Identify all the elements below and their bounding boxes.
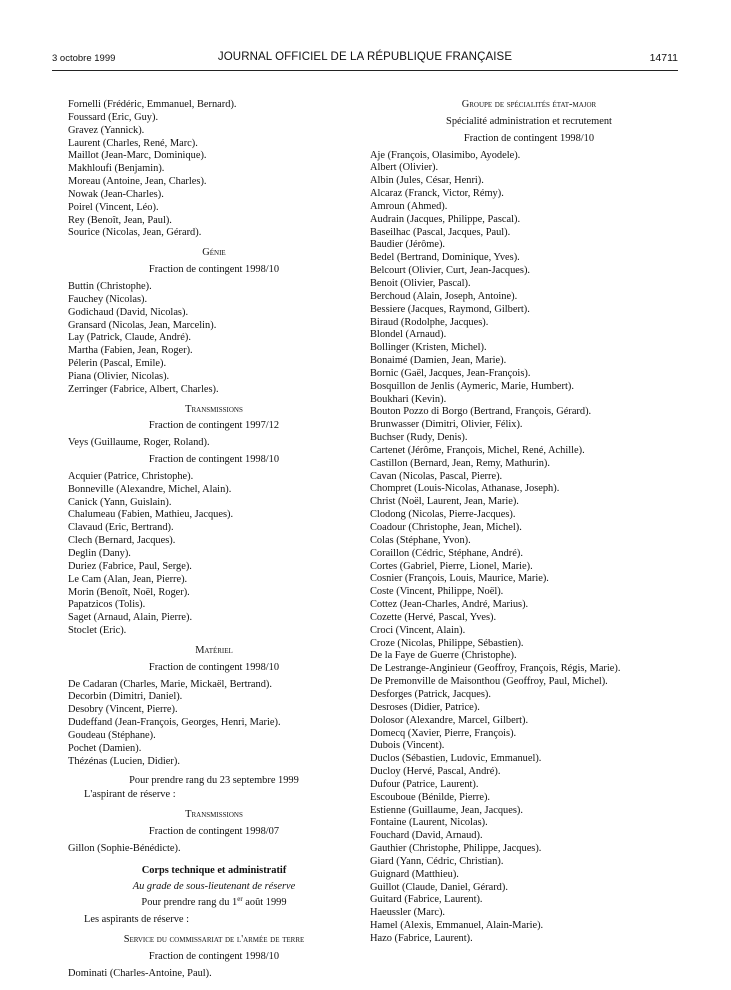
name-entry: Canick (Yann, Guislain).: [68, 496, 172, 508]
header-page-number: 14711: [649, 52, 678, 64]
names-list-service: [68, 968, 360, 981]
name-entry: Saget (Arnaud, Alain, Pierre).: [68, 612, 193, 624]
header-date: 3 octobre 1999: [52, 53, 116, 64]
rank-note-prefix: Pour prendre rang du 1: [141, 897, 238, 909]
names-list-right: [370, 150, 688, 946]
name-entry: Makhloufi (Benjamin).: [68, 163, 165, 175]
name-entry: Cavan (Nicolas, Pascal, Pierre).: [370, 470, 503, 482]
name-entry: Le Cam (Alan, Jean, Pierre).: [68, 573, 188, 585]
name-entry: De la Faye de Guerre (Christophe).: [370, 650, 517, 662]
name-entry: Clavaud (Eric, Bertrand).: [68, 522, 174, 534]
name-entry: Domecq (Xavier, Pierre, François).: [370, 727, 517, 739]
fraction-materiel: Fraction de contingent 1998/10: [148, 661, 280, 673]
names-list-top: [68, 99, 360, 240]
name-entry: Fornelli (Frédéric, Emmanuel, Bernard).: [68, 99, 237, 110]
name-entry: Bonaimé (Damien, Jean, Marie).: [370, 355, 507, 367]
name-entry: Dubois (Vincent).: [370, 740, 445, 752]
name-entry: Laurent (Charles, René, Marc).: [68, 137, 198, 149]
name-entry: Amroun (Ahmed).: [370, 200, 448, 212]
name-entry: Stoclet (Eric).: [68, 625, 127, 637]
name-entry: Foussard (Eric, Guy).: [68, 111, 159, 123]
name-entry: Thézénas (Lucien, Didier).: [68, 755, 180, 767]
name-entry: Goudeau (Stéphane).: [68, 729, 156, 741]
name-entry: Audrain (Jacques, Philippe, Pascal).: [370, 213, 521, 225]
name-entry: Cozette (Hervé, Pascal, Yves).: [370, 611, 497, 623]
name-entry: Bollinger (Kristen, Michel).: [370, 342, 487, 354]
name-entry: Biraud (Rodolphe, Jacques).: [370, 316, 489, 328]
name-entry: Bedel (Bertrand, Dominique, Yves).: [370, 252, 520, 264]
name-entry: Alcaraz (Franck, Victor, Rémy).: [370, 188, 504, 200]
name-entry: Hamel (Alexis, Emmanuel, Alain-Marie).: [370, 920, 544, 932]
name-entry: Gauthier (Christophe, Philippe, Jacques).: [370, 843, 542, 855]
name-entry: Ducloy (Hervé, Pascal, André).: [370, 766, 501, 778]
left-column: [68, 99, 360, 981]
name-entry: Escouboue (Bénilde, Pierre).: [370, 791, 491, 803]
section-heading-transmissions-2: Transmissions: [185, 809, 243, 821]
name-entry: Haeussler (Marc).: [370, 907, 446, 919]
name-entry: Croze (Nicolas, Philippe, Sébastien).: [370, 637, 524, 649]
name-entry: Fontaine (Laurent, Nicolas).: [370, 817, 488, 829]
header-title: JOURNAL OFFICIEL DE LA RÉPUBLIQUE FRANÇAISE: [217, 51, 513, 63]
name-entry: Castillon (Bernard, Jean, Remy, Mathurin).: [370, 457, 550, 469]
name-entry: Gravez (Yannick).: [68, 124, 145, 136]
name-entry: Martha (Fabien, Jean, Roger).: [68, 345, 193, 357]
name-entry: Desforges (Patrick, Jacques).: [370, 688, 491, 700]
name-entry: Berchoud (Alain, Joseph, Antoine).: [370, 290, 518, 302]
name-entry: Coraillon (Cédric, Stéphane, André).: [370, 547, 523, 559]
rank-date-note-august: [68, 897, 360, 910]
name-entry: Colas (Stéphane, Yvon).: [370, 534, 471, 546]
service-heading: Service du commissariat de l'armée de terre: [123, 934, 305, 946]
name-entry: Poirel (Vincent, Léo).: [68, 201, 159, 213]
name-entry: Sourice (Nicolas, Jean, Gérard).: [68, 227, 202, 239]
section-heading-transmissions: Transmissions: [185, 403, 243, 415]
name-entry: Buchser (Rudy, Denis).: [370, 432, 468, 444]
aspirants-note: Les aspirants de réserve :: [84, 914, 190, 926]
names-list-transmissions-b: [68, 471, 360, 638]
name-entry: Cosnier (François, Louis, Maurice, Marie).: [370, 573, 549, 585]
rank-note-superscript: er: [237, 895, 243, 904]
name-entry: Bosquillon de Jenlis (Aymeric, Marie, Humbert).: [370, 380, 574, 392]
name-entry: Zerringer (Fabrice, Albert, Charles).: [68, 383, 219, 395]
name-entry: Chalumeau (Fabien, Mathieu, Jacques).: [68, 509, 234, 521]
name-entry: Piana (Olivier, Nicolas).: [68, 370, 170, 382]
header-rule: [52, 70, 678, 71]
name-entry: Gransard (Nicolas, Jean, Marcelin).: [68, 319, 217, 331]
corps-title: Corps technique et administratif: [141, 864, 287, 876]
name-entry: Chompret (Louis-Nicolas, Athanase, Joseph).: [370, 483, 560, 495]
name-entry: Coadour (Christophe, Jean, Michel).: [370, 522, 522, 533]
name-entry: Guillot (Claude, Daniel, Gérard).: [370, 881, 508, 893]
name-entry: Pochet (Damien).: [68, 742, 142, 754]
fraction-transmissions-1998-07: Fraction de contingent 1998/07: [148, 826, 280, 838]
name-entry: Gillon (Sophie-Bénédicte).: [68, 842, 181, 854]
right-column: [370, 99, 688, 946]
name-entry: Blondel (Arnaud).: [370, 329, 447, 341]
name-entry: Desroses (Didier, Patrice).: [370, 701, 480, 713]
name-entry: Papatzicos (Tolis).: [68, 599, 146, 611]
names-list-transmissions-2: [68, 843, 360, 856]
name-entry: Estienne (Guillaume, Jean, Jacques).: [370, 804, 523, 816]
name-entry: Veys (Guillaume, Roger, Roland).: [68, 437, 210, 449]
name-entry: Clech (Bernard, Jacques).: [68, 535, 176, 547]
name-entry: Dufour (Patrice, Laurent).: [370, 778, 479, 790]
name-entry: Guignard (Matthieu).: [370, 868, 459, 880]
name-entry: Morin (Benoît, Noël, Roger).: [68, 586, 190, 598]
aspirant-note: L'aspirant de réserve :: [84, 789, 176, 801]
name-entry: Croci (Vincent, Alain).: [370, 624, 466, 636]
name-entry: Godichaud (David, Nicolas).: [68, 306, 189, 318]
fraction-genie: Fraction de contingent 1998/10: [148, 264, 280, 276]
name-entry: Cortes (Gabriel, Pierre, Lionel, Marie).: [370, 560, 533, 572]
name-entry: Aje (François, Olasimibo, Ayodele).: [370, 149, 521, 161]
name-entry: Rey (Benoît, Jean, Paul).: [68, 214, 172, 226]
name-entry: Fouchard (David, Arnaud).: [370, 830, 483, 842]
name-entry: Guitard (Fabrice, Laurent).: [370, 894, 483, 906]
name-entry: Baudier (Jérôme).: [370, 239, 446, 251]
name-entry: Bouton Pozzo di Borgo (Bertrand, François, Gérard).: [370, 406, 592, 418]
fraction-service: Fraction de contingent 1998/10: [148, 950, 280, 962]
name-entry: Baseilhac (Pascal, Jacques, Paul).: [370, 226, 511, 238]
name-entry: Giard (Yann, Cédric, Christian).: [370, 855, 504, 867]
names-list-transmissions-a: [68, 437, 360, 450]
name-entry: De Lestrange-Anginieur (Geoffroy, François, Régis, Marie).: [370, 663, 621, 675]
rank-date-note: Pour prendre rang du 23 septembre 1999: [129, 774, 299, 786]
names-list-materiel: [68, 679, 360, 769]
name-entry: Moreau (Antoine, Jean, Charles).: [68, 176, 207, 188]
name-entry: Desobry (Vincent, Pierre).: [68, 704, 178, 716]
name-entry: Cartenet (Jérôme, François, Michel, René, Achille).: [370, 444, 585, 456]
name-entry: Dudeffand (Jean-François, Georges, Henri, Marie).: [68, 717, 281, 729]
name-entry: Maillot (Jean-Marc, Dominique).: [68, 150, 207, 162]
name-entry: Dolosor (Alexandre, Marcel, Gilbert).: [370, 714, 529, 726]
name-entry: Brunwasser (Dimitri, Olivier, Félix).: [370, 419, 523, 431]
name-entry: Deglin (Dany).: [68, 548, 131, 559]
name-entry: Dominati (Charles-Antoine, Paul).: [68, 967, 212, 979]
name-entry: Duriez (Fabrice, Paul, Serge).: [68, 560, 192, 572]
page-header: [52, 50, 678, 70]
name-entry: Christ (Noël, Laurent, Jean, Marie).: [370, 496, 519, 508]
name-entry: Benoit (Olivier, Pascal).: [370, 277, 471, 289]
name-entry: Belcourt (Olivier, Curt, Jean-Jacques).: [370, 265, 531, 277]
fraction-right: Fraction de contingent 1998/10: [463, 132, 595, 144]
name-entry: Coste (Vincent, Philippe, Noël).: [370, 586, 504, 598]
name-entry: Boukhari (Kevin).: [370, 393, 447, 405]
fraction-transmissions-1997-12: Fraction de contingent 1997/12: [148, 420, 280, 432]
name-entry: Bonneville (Alexandre, Michel, Alain).: [68, 483, 232, 495]
grade-note: Au grade de sous-lieutenant de réserve: [132, 880, 296, 892]
name-entry: Albin (Jules, César, Henri).: [370, 175, 484, 187]
name-entry: Bornic (Gaël, Jacques, Jean-François).: [370, 367, 531, 379]
name-entry: Clodong (Nicolas, Pierre-Jacques).: [370, 509, 516, 521]
group-heading: Groupe de spécialités état-major: [461, 99, 597, 110]
rank-note-suffix: août 1999: [242, 897, 287, 909]
name-entry: Fauchey (Nicolas).: [68, 293, 148, 305]
names-list-genie: [68, 281, 360, 397]
name-entry: De Cadaran (Charles, Marie, Mickaël, Bertrand).: [68, 678, 272, 690]
fraction-transmissions-1998-10: Fraction de contingent 1998/10: [148, 454, 280, 466]
name-entry: Hazo (Fabrice, Laurent).: [370, 933, 473, 944]
name-entry: Buttin (Christophe).: [68, 280, 152, 292]
name-entry: Acquier (Patrice, Christophe).: [68, 470, 194, 482]
name-entry: Bessiere (Jacques, Raymond, Gilbert).: [370, 303, 530, 315]
specialty-heading: Spécialité administration et recrutement: [446, 115, 612, 127]
name-entry: Decorbin (Dimitri, Daniel).: [68, 691, 183, 703]
name-entry: Cottez (Jean-Charles, André, Marius).: [370, 599, 529, 611]
name-entry: Nowak (Jean-Charles).: [68, 188, 164, 200]
name-entry: De Premonville de Maisonthou (Geoffroy, Paul, Michel).: [370, 676, 608, 688]
name-entry: Duclos (Sébastien, Ludovic, Emmanuel).: [370, 753, 542, 765]
section-heading-materiel: Matériel: [195, 644, 233, 656]
name-entry: Albert (Olivier).: [370, 162, 439, 174]
section-heading-genie: Génie: [202, 247, 226, 259]
name-entry: Lay (Patrick, Claude, André).: [68, 332, 191, 344]
name-entry: Pélerin (Pascal, Emile).: [68, 358, 167, 370]
